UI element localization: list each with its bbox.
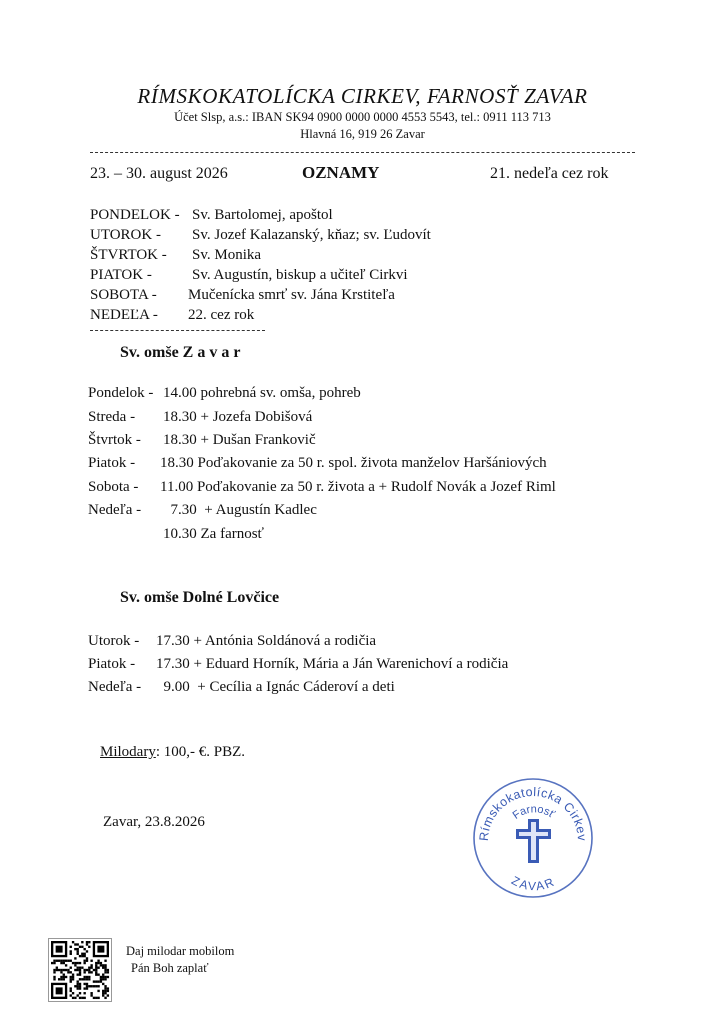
lovcice-masses-heading: Sv. omše Dolné Lovčice — [120, 589, 280, 606]
header-divider — [90, 152, 635, 153]
week-dates: 23. – 30. august 2026 — [90, 165, 228, 182]
mass-day: Sobota - — [88, 479, 139, 495]
zavar-masses-heading: Sv. omše Z a v a r — [120, 344, 241, 361]
place-date: Zavar, 23.8.2026 — [103, 814, 205, 830]
mass-entry: 18.30 + Dušan Frankovič — [163, 432, 316, 448]
donation-qr-code — [48, 938, 112, 1002]
parish-title: RÍMSKOKATOLÍCKA CIRKEV, FARNOSŤ ZAVAR — [137, 84, 588, 108]
bank-contact-line: Účet Slsp, a.s.: IBAN SK94 0900 0000 0000 4553 5543, tel.: 0911 113 713 — [174, 110, 551, 124]
address-line: Hlavná 16, 919 26 Zavar — [300, 127, 425, 141]
mass-entry: 7.30 + Augustín Kadlec — [163, 502, 317, 518]
feasts-divider — [90, 330, 265, 331]
mass-entry: 9.00 + Cecília a Ignác Cáderoví a deti — [156, 679, 395, 695]
milodary-label: Milodary — [100, 744, 156, 760]
mass-entry: 14.00 pohrebná sv. omša, pohreb — [163, 385, 361, 401]
feast-day: SOBOTA - — [90, 287, 157, 303]
feast-text: 22. cez rok — [188, 307, 255, 323]
stamp-bottom-text: ZAVAR — [509, 873, 558, 894]
qr-note-line1: Daj milodar mobilom — [126, 944, 235, 958]
feast-day: PONDELOK - — [90, 207, 180, 223]
mass-day: Utorok - — [88, 633, 140, 649]
mass-entry: 10.30 Za farnosť — [163, 526, 264, 542]
mass-day: Štvrtok - — [88, 432, 141, 448]
mass-entry: 17.30 + Antónia Soldánová a rodičia — [156, 633, 377, 649]
feast-day: PIATOK - — [90, 267, 152, 283]
milodary-value: : 100,- €. PBZ. — [155, 744, 246, 760]
milodary-line — [100, 744, 245, 761]
mass-day: Nedeľa - — [88, 679, 142, 695]
stamp-seal — [470, 775, 596, 901]
liturgical-sunday: 21. nedeľa cez rok — [490, 165, 609, 182]
cross-icon — [516, 819, 551, 863]
mass-entry: 18.30 Poďakovanie za 50 r. spol. života manželov Haršániových — [160, 455, 547, 471]
feast-text: Sv. Monika — [192, 247, 262, 263]
oznamy-heading: OZNAMY — [302, 163, 380, 182]
feast-day: ŠTVRTOK - — [90, 247, 167, 263]
parish-stamp — [470, 775, 596, 901]
mass-entry: 11.00 Poďakovanie za 50 r. života a + Rudolf Novák a Jozef Riml — [160, 479, 556, 495]
feast-day: UTOROK - — [90, 227, 161, 243]
mass-day: Piatok - — [88, 455, 136, 471]
mass-day: Streda - — [88, 409, 136, 425]
feast-text: Sv. Augustín, biskup a učiteľ Cirkvi — [192, 267, 408, 283]
mass-day: Piatok - — [88, 656, 136, 672]
stamp-middle-text: Farnosť — [510, 803, 557, 822]
mass-entry: 17.30 + Eduard Horník, Mária a Ján Warenichoví a rodičia — [156, 656, 509, 672]
feast-day: NEDEĽA - — [90, 307, 158, 323]
svg-text:ZAVAR — [509, 873, 558, 893]
feast-text: Sv. Bartolomej, apoštol — [192, 207, 333, 223]
mass-entry: 18.30 + Jozefa Dobišová — [163, 409, 313, 425]
feast-text: Mučenícka smrť sv. Jána Krstiteľa — [188, 287, 395, 303]
qr-code-icon — [49, 939, 111, 1001]
mass-day: Nedeľa - — [88, 502, 142, 518]
stamp-top-text: Rímskokatolícka Cirkev — [476, 784, 590, 842]
feast-text: Sv. Jozef Kalazanský, kňaz; sv. Ľudovít — [192, 227, 431, 243]
mass-day: Pondelok - — [88, 385, 154, 401]
qr-note-line2: Pán Boh zaplať — [131, 961, 209, 975]
